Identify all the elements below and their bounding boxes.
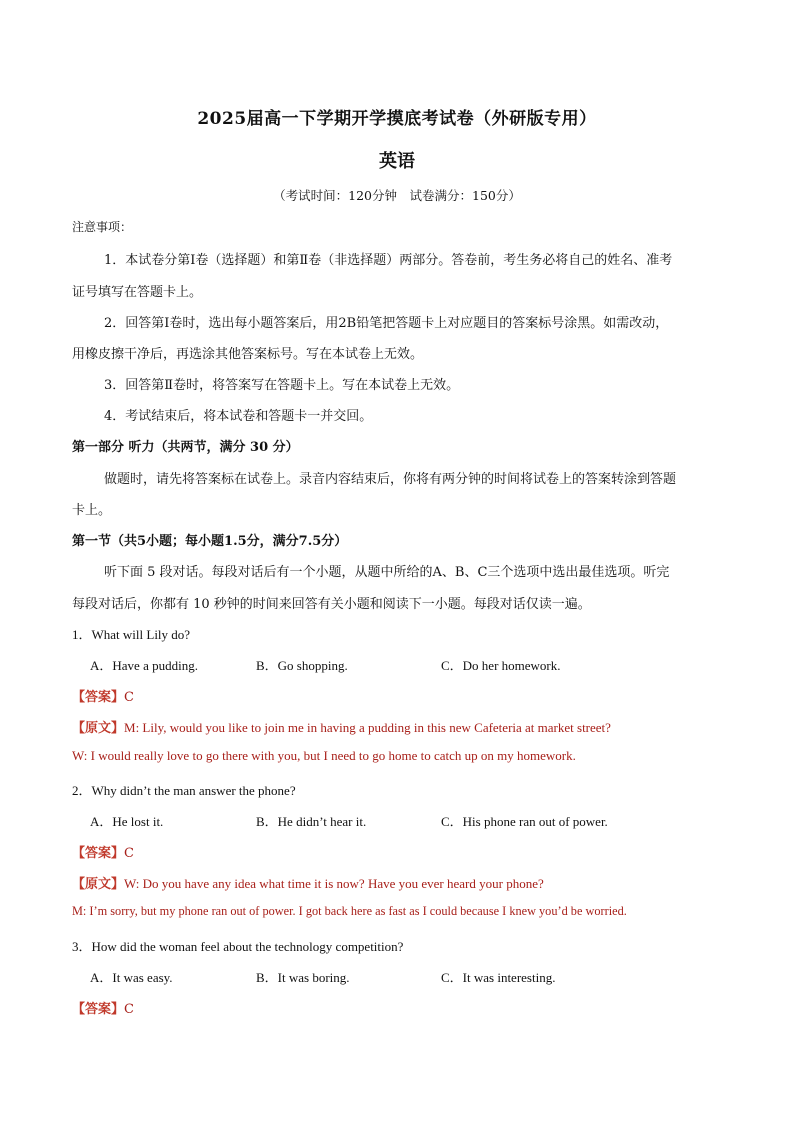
question-1-stem: 1．What will Lily do? — [72, 627, 191, 642]
question-1-transcript-line-2: W: I would really love to go there with you, but I need to go home to catch up on my homework. — [72, 748, 576, 763]
transcript-text: M: Lily, would you like to join me in having a pudding in this new Cafeteria at market street? — [124, 720, 611, 735]
question-3-answer — [72, 998, 732, 1017]
part1-heading: 第一部分 听力（共两节，满分 30 分） — [72, 440, 299, 455]
question-1-transcript-line-1 — [72, 717, 732, 736]
section1-intro-line-1: 听下面 5 段对话。每段对话后有一个小题，从题中所给的A、B、C三个选项中选出最佳选项。听完 — [104, 565, 670, 580]
question-1-option-c: C．Do her homework. — [441, 658, 561, 673]
question-3-stem: 3．How did the woman feel about the technology competition? — [72, 939, 404, 954]
note-item-2-line-1: 2．回答第Ⅰ卷时，选出每小题答案后，用2B铅笔把答题卡上对应题目的答案标号涂黑。如需改动， — [104, 316, 669, 331]
question-3-option-a: A．It was easy. — [90, 970, 173, 985]
question-2-answer — [72, 842, 732, 861]
answer-value: C — [124, 1002, 134, 1017]
question-3-option-b: B．It was boring. — [256, 970, 350, 985]
section1-intro-line-2: 每段对话后，你都有 10 秒钟的时间来回答有关小题和阅读下一小题。每段对话仅读一遍。 — [72, 597, 591, 612]
note-item-2-line-2: 用橡皮擦干净后，再选涂其他答案标号。写在本试卷上无效。 — [72, 347, 424, 362]
question-2-transcript-line-1 — [72, 873, 732, 892]
note-item-4: 4．考试结束后，将本试卷和答题卡一并交回。 — [104, 409, 373, 424]
answer-value: C — [124, 690, 134, 705]
question-2-transcript-line-2: M: I’m sorry, but my phone ran out of power. I got back here as fast as I could because I knew you’d be worried. — [72, 904, 627, 918]
part1-intro-line-2: 卡上。 — [72, 503, 112, 518]
answer-tag: 【答案】 — [72, 846, 125, 861]
transcript-tag: 【原文】 — [72, 721, 125, 736]
note-item-3: 3．回答第Ⅱ卷时，将答案写在答题卡上。写在本试卷上无效。 — [104, 378, 460, 393]
question-2-option-b: B．He didn’t hear it. — [256, 814, 367, 829]
transcript-text: W: Do you have any idea what time it is now? Have you ever heard your phone? — [124, 876, 544, 891]
question-2-option-a: A．He lost it. — [90, 814, 164, 829]
subject-title: 英语 — [379, 151, 415, 172]
answer-tag: 【答案】 — [72, 1002, 125, 1017]
exam-info: （考试时间：120分钟 试卷满分：150分） — [273, 188, 521, 203]
answer-value: C — [124, 846, 134, 861]
question-2-stem: 2．Why didn’t the man answer the phone? — [72, 783, 296, 798]
note-item-1-line-1: 1．本试卷分第Ⅰ卷（选择题）和第Ⅱ卷（非选择题）两部分。答卷前，考生务必将自己的姓名、准考 — [104, 253, 673, 268]
exam-title: 2025届高一下学期开学摸底考试卷（外研版专用） — [197, 109, 597, 129]
question-2-option-c: C．His phone ran out of power. — [441, 814, 608, 829]
question-1-option-a: A．Have a pudding. — [90, 658, 198, 673]
section1-heading: 第一节（共5小题；每小题1.5分，满分7.5分） — [72, 534, 348, 549]
answer-tag: 【答案】 — [72, 690, 125, 705]
question-1-option-b: B．Go shopping. — [256, 658, 348, 673]
note-item-1-line-2: 证号填写在答题卡上。 — [72, 285, 203, 300]
notes-heading: 注意事项： — [72, 220, 133, 234]
transcript-tag: 【原文】 — [72, 877, 125, 892]
question-3-option-c: C．It was interesting. — [441, 970, 556, 985]
question-1-answer — [72, 686, 732, 705]
part1-intro-line-1: 做题时，请先将答案标在试卷上。录音内容结束后，你将有两分钟的时间将试卷上的答案转涂到答题 — [104, 472, 677, 487]
